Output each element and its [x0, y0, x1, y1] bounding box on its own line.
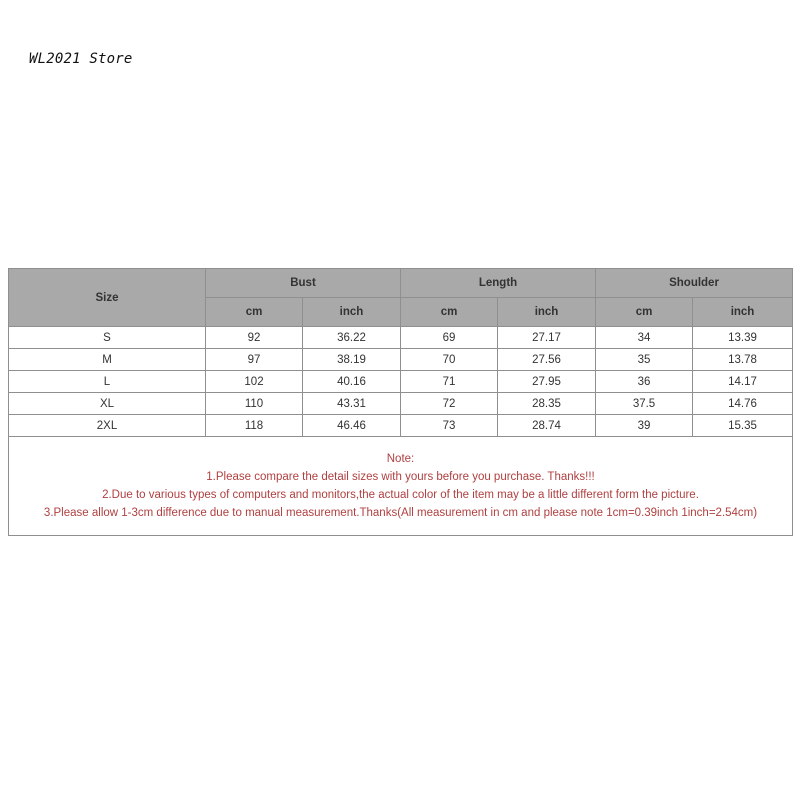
table-cell: 27.95 — [498, 371, 596, 393]
table-cell: 73 — [401, 415, 498, 437]
shoulder-header: Shoulder — [596, 269, 793, 298]
note-title: Note: — [386, 453, 415, 465]
table-cell: 38.19 — [303, 349, 401, 371]
unit-header: inch — [693, 298, 793, 327]
size-chart-table — [8, 268, 793, 536]
unit-header: inch — [303, 298, 401, 327]
table-row — [9, 371, 793, 393]
table-cell: 36.22 — [303, 327, 401, 349]
unit-header: cm — [596, 298, 693, 327]
size-cell: 2XL — [9, 415, 206, 437]
table-cell: 14.76 — [693, 393, 793, 415]
table-cell: 27.56 — [498, 349, 596, 371]
table-cell: 13.78 — [693, 349, 793, 371]
note-cell — [9, 437, 793, 536]
table-cell: 37.5 — [596, 393, 693, 415]
size-cell: M — [9, 349, 206, 371]
table-cell: 70 — [401, 349, 498, 371]
table-cell: 102 — [206, 371, 303, 393]
table-cell: 92 — [206, 327, 303, 349]
header-row-groups — [9, 269, 793, 298]
table-cell: 71 — [401, 371, 498, 393]
table-row — [9, 415, 793, 437]
table-cell: 69 — [401, 327, 498, 349]
table-cell: 34 — [596, 327, 693, 349]
table-cell: 72 — [401, 393, 498, 415]
table-row — [9, 327, 793, 349]
note-line-3: 3.Please allow 1-3cm difference due to manual measurement.Thanks(All measurement in cm and please note 1cm=0.39inch 1inch=2.54cm) — [43, 507, 758, 519]
table-cell: 14.17 — [693, 371, 793, 393]
table-cell: 118 — [206, 415, 303, 437]
store-name: WL2021 Store — [29, 51, 133, 67]
size-cell: XL — [9, 393, 206, 415]
table-cell: 27.17 — [498, 327, 596, 349]
table-cell: 15.35 — [693, 415, 793, 437]
table-cell: 43.31 — [303, 393, 401, 415]
unit-header: cm — [401, 298, 498, 327]
size-cell: L — [9, 371, 206, 393]
length-header: Length — [401, 269, 596, 298]
table-cell: 39 — [596, 415, 693, 437]
bust-header: Bust — [206, 269, 401, 298]
table-row — [9, 349, 793, 371]
table-cell: 36 — [596, 371, 693, 393]
table-cell: 97 — [206, 349, 303, 371]
table-cell: 40.16 — [303, 371, 401, 393]
table-cell: 110 — [206, 393, 303, 415]
note-line-1: 1.Please compare the detail sizes with yours before you purchase. Thanks!!! — [206, 471, 595, 483]
note-line-2: 2.Due to various types of computers and monitors,the actual color of the item may be a little different form the picture. — [102, 489, 699, 501]
table-cell: 13.39 — [693, 327, 793, 349]
table-cell: 28.74 — [498, 415, 596, 437]
unit-header: cm — [206, 298, 303, 327]
note-row — [9, 437, 793, 536]
table-cell: 46.46 — [303, 415, 401, 437]
size-header: Size — [9, 269, 206, 327]
size-cell: S — [9, 327, 206, 349]
table-cell: 28.35 — [498, 393, 596, 415]
table-row — [9, 393, 793, 415]
unit-header: inch — [498, 298, 596, 327]
table-cell: 35 — [596, 349, 693, 371]
